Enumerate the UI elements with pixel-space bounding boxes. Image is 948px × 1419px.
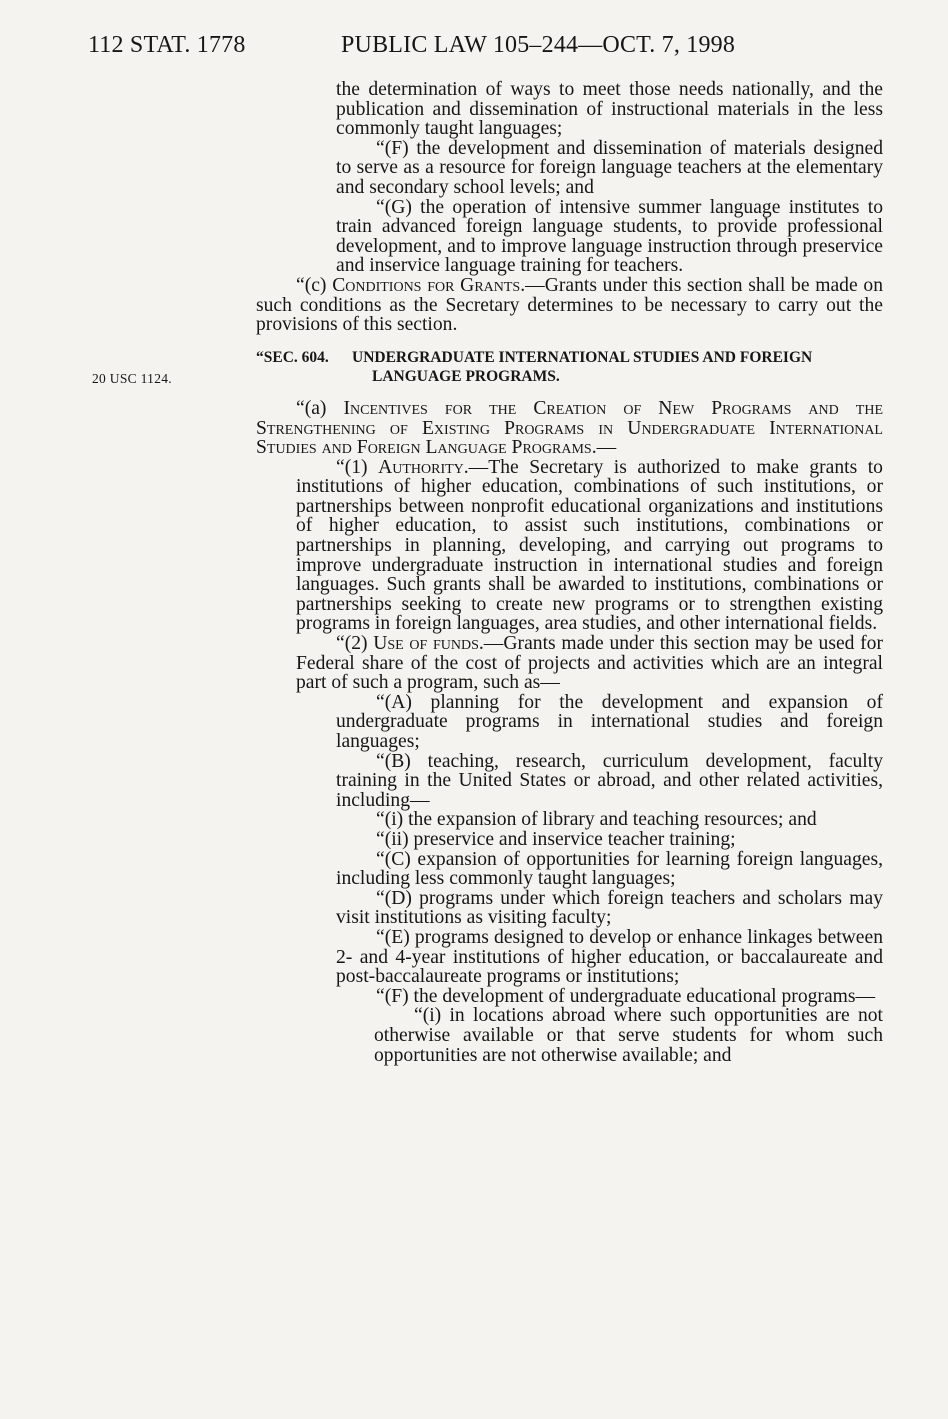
paragraph-1-heading: Authority [378, 456, 464, 478]
subsection-a [256, 399, 883, 458]
section-number: “SEC. 604. [256, 348, 329, 366]
paragraph-f: “(F) the development and dissemination of materials designed to serve as a resource for foreign language teachers at the elementary and secondary school levels; and [336, 137, 883, 198]
subsection-a-suffix: .— [591, 437, 617, 459]
paragraph-2-heading: Use of funds [373, 633, 479, 655]
paragraph-g: “(G) the operation of intensive summer language institutes to train advanced foreign language students, to provide professional development, and to improve language instruction through preservice and inservice language training for teachers. [336, 196, 883, 277]
paragraph-e-continuation: the determination of ways to meet those needs nationally, and the publication and dissemination of instructional materials in the less commonly taught languages; [336, 79, 883, 140]
statute-text [256, 80, 883, 1065]
statute-page-number: 112 STAT. 1778 [88, 32, 246, 58]
paragraph-2-prefix: “(2) [336, 633, 374, 655]
item-d: “(D) programs under which foreign teachers and scholars may visit institutions as visiting faculty; [336, 887, 883, 929]
item-f-i: “(i) in locations abroad where such opportunities are not otherwise available or that serve students for whom such opportunities are not otherwise available; and [374, 1005, 883, 1066]
section-heading [256, 348, 883, 387]
item-e: “(E) programs designed to develop or enhance linkages between 2- and 4-year institutions of higher education, or baccalaureate and post-baccalaureate programs or institutions; [336, 926, 883, 988]
item-f: “(F) the development of undergraduate educational programs— [376, 985, 876, 1007]
paragraph-2 [256, 634, 883, 693]
item-c: “(C) expansion of opportunities for learning foreign languages, including less commonly taught languages; [336, 848, 883, 890]
running-head: PUBLIC LAW 105–244—OCT. 7, 1998 [341, 32, 736, 58]
subsection-c-text: .—Grants under this section shall be made on such conditions as the Secretary determines to be necessary to carry out the provisions of this section. [256, 274, 884, 336]
paragraph-1-text: .—The Secretary is authorized to make grants to institutions of higher education, combinations of such institutions, or partnerships between nonprofit educational organizations and institutions of higher education, to assist such institutions, combinations or partnerships in planning, developing, and carrying out programs to improve undergraduate instruction in international studies and foreign languages. Such grants shall be awarded to institutions, combinations or partnerships seeking to create new programs or to strengthen existing programs in foreign languages, area studies, and other international fields. [296, 456, 883, 635]
subsection-a-prefix: “(a) [296, 397, 344, 419]
paragraph-1-prefix: “(1) [336, 456, 379, 478]
subsection-c-prefix: “(c) [296, 274, 333, 296]
subsection-c [256, 276, 883, 335]
paragraph-1 [256, 458, 883, 634]
subsection-c-heading: Conditions for Grants [332, 274, 521, 296]
paragraph-2-text: .—Grants made under this section may be used for Federal share of the cost of projects and activities which are an integral part of such a program, such as— [296, 633, 883, 694]
section-title: UNDERGRADUATE INTERNATIONAL STUDIES AND FOREIGN LANGUAGE PROGRAMS. [352, 348, 813, 386]
item-b-ii: “(ii) preservice and inservice teacher training; [376, 828, 736, 850]
subsection-a-heading: Incentives for the Creation of New Programs and the Strengthening of Existing Programs in Undergraduate International Studies and Foreign Language Programs [256, 397, 883, 459]
item-b-i: “(i) the expansion of library and teaching resources; and [376, 809, 817, 831]
item-b: “(B) teaching, research, curriculum development, faculty training in the United States or abroad, and other related activities, including— [336, 750, 883, 811]
margin-citation: 20 USC 1124. [92, 371, 172, 386]
page-header [88, 32, 888, 62]
item-a: “(A) planning for the development and expansion of undergraduate programs in international studies and foreign languages; [336, 691, 883, 752]
